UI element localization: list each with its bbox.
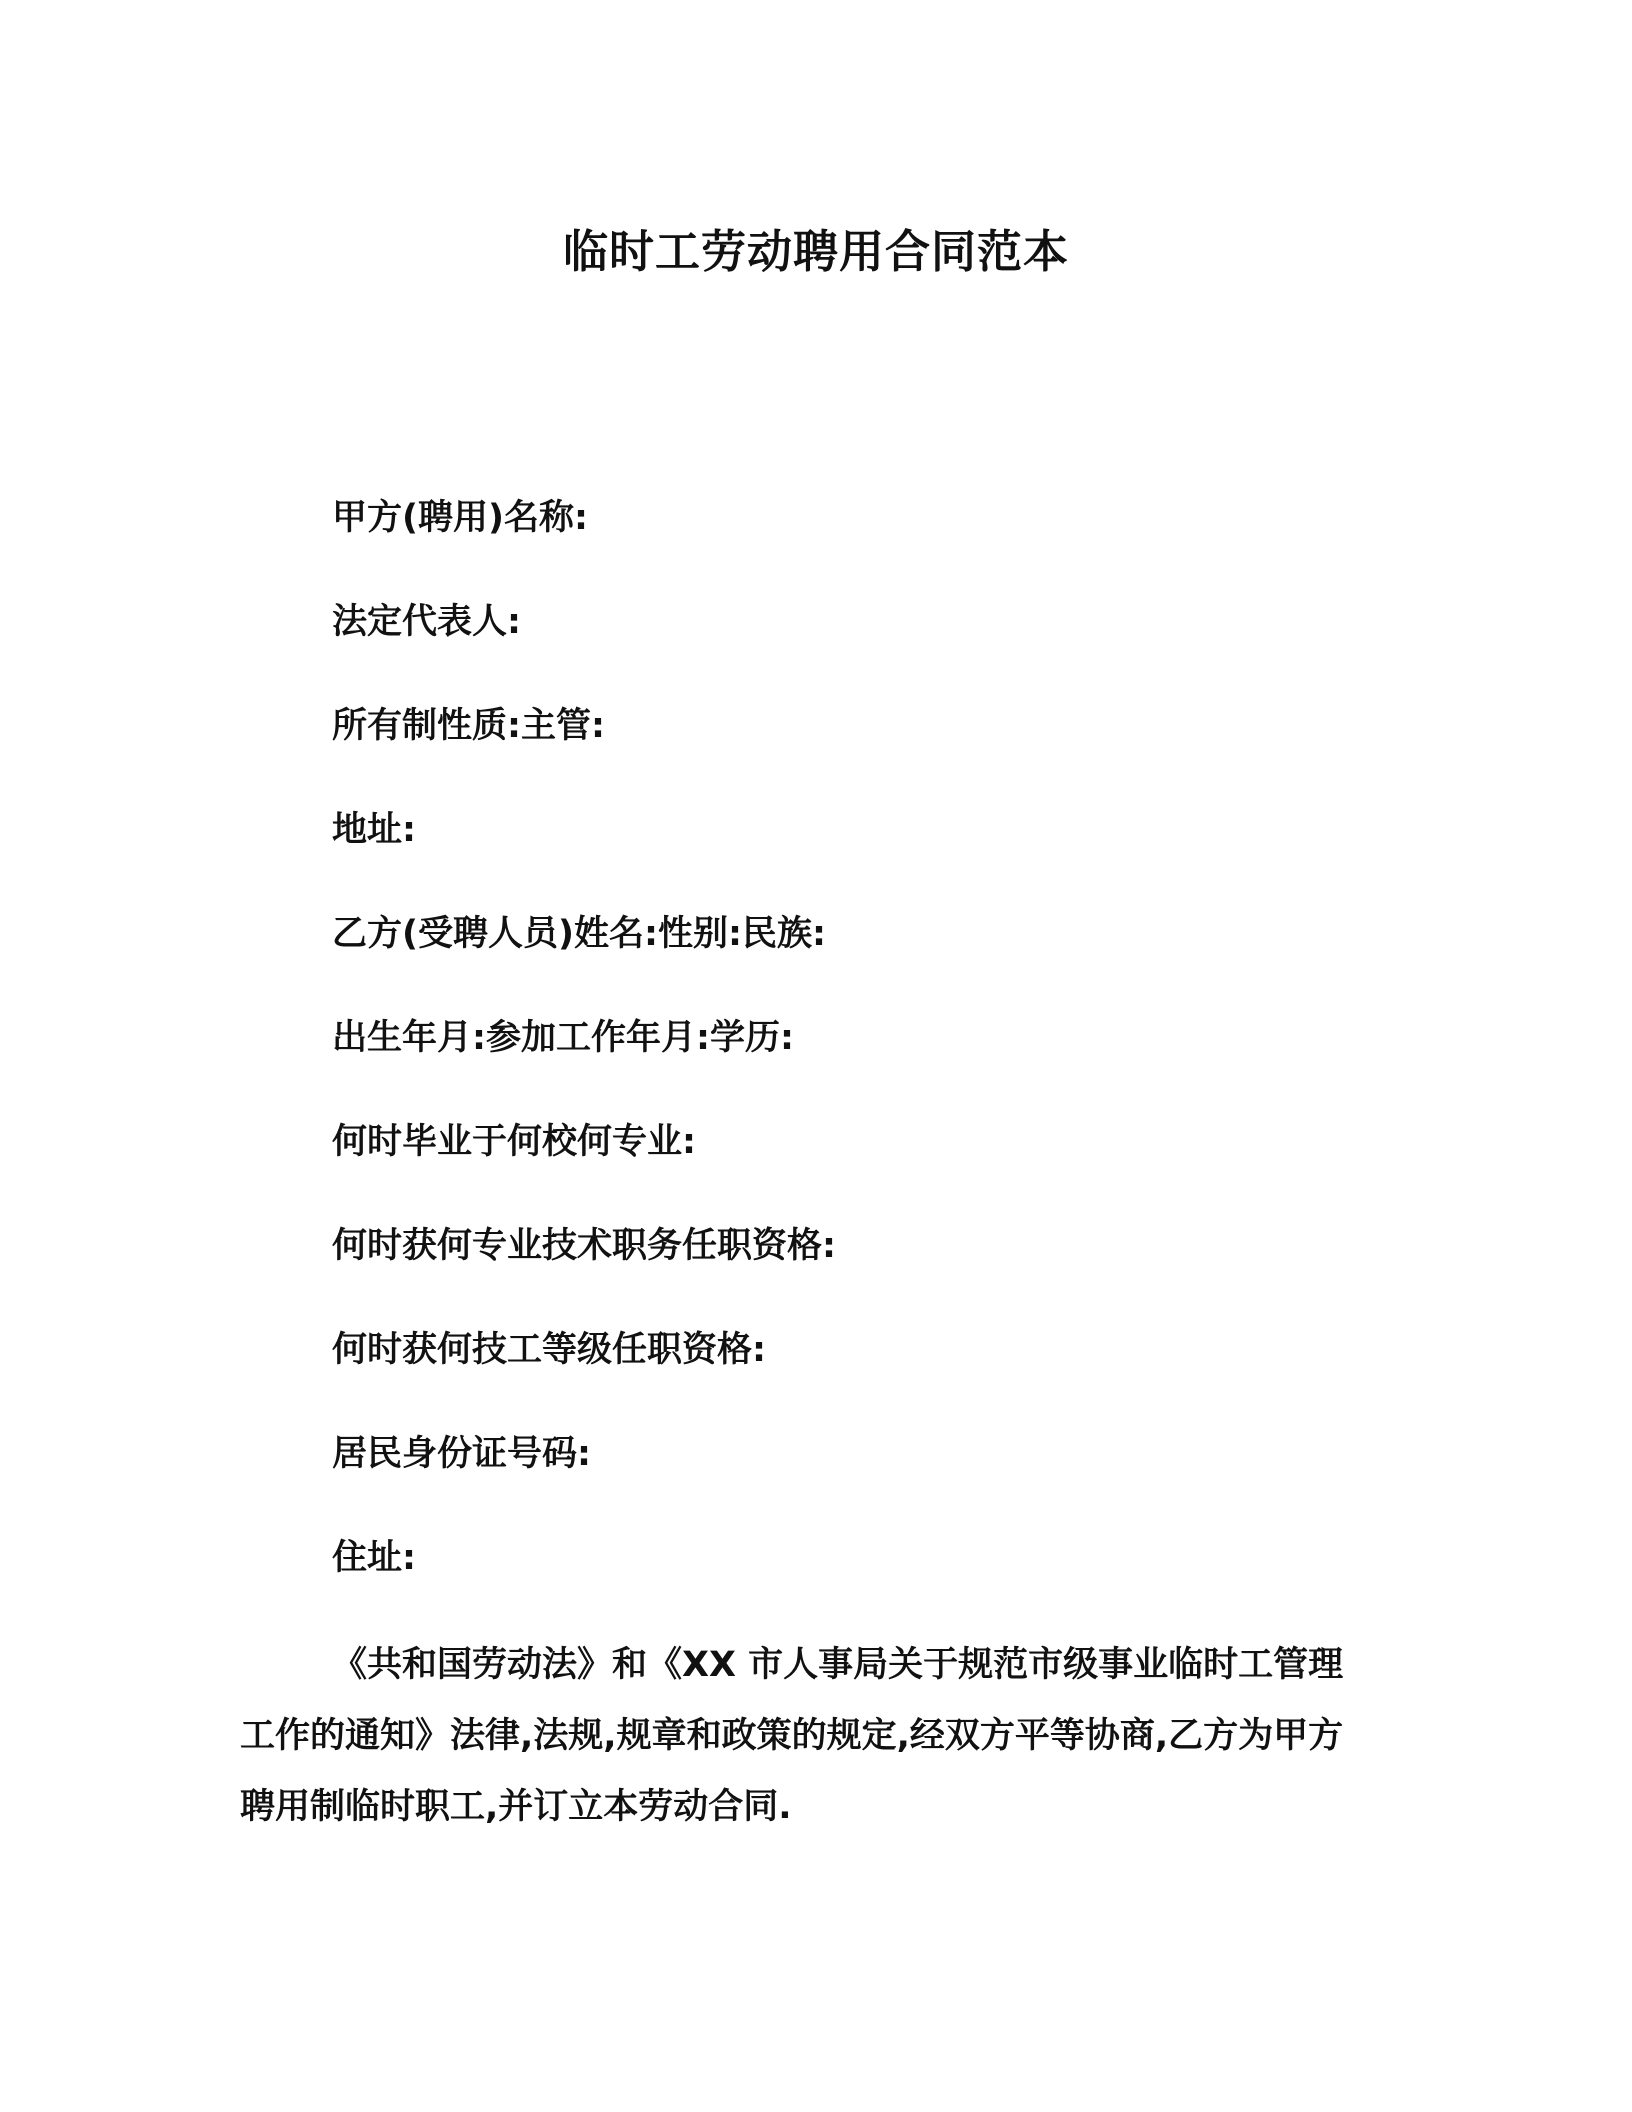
intro-paragraph: 《共和国劳动法》和《XX 市人事局关于规范市级事业临时工管理工作的通知》法律,法规,规章和政策的规定,经双方平等协商,乙方为甲方聘用制临时职工,并订立本劳动合同. — [240, 1645, 1344, 1827]
field-residence: 住址: — [332, 1538, 416, 1578]
contract-field-list — [332, 493, 1432, 1637]
document-title: 临时工劳动聘用合同范本 — [562, 225, 1069, 278]
field-address: 地址: — [332, 810, 416, 850]
field-employee-name-gender-ethnicity: 乙方(受聘人员)姓名:性别:民族: — [332, 914, 826, 954]
field-birth-work-education: 出生年月:参加工作年月:学历: — [332, 1018, 794, 1058]
field-graduation: 何时毕业于何校何专业: — [332, 1122, 696, 1162]
field-professional-qualification: 何时获何专业技术职务任职资格: — [332, 1226, 836, 1266]
field-legal-representative: 法定代表人: — [332, 602, 521, 642]
field-technician-qualification: 何时获何技工等级任职资格: — [332, 1330, 766, 1370]
field-ownership-supervisor: 所有制性质:主管: — [332, 706, 605, 746]
field-id-number: 居民身份证号码: — [332, 1434, 591, 1474]
field-employer-name: 甲方(聘用)名称: — [332, 498, 588, 538]
